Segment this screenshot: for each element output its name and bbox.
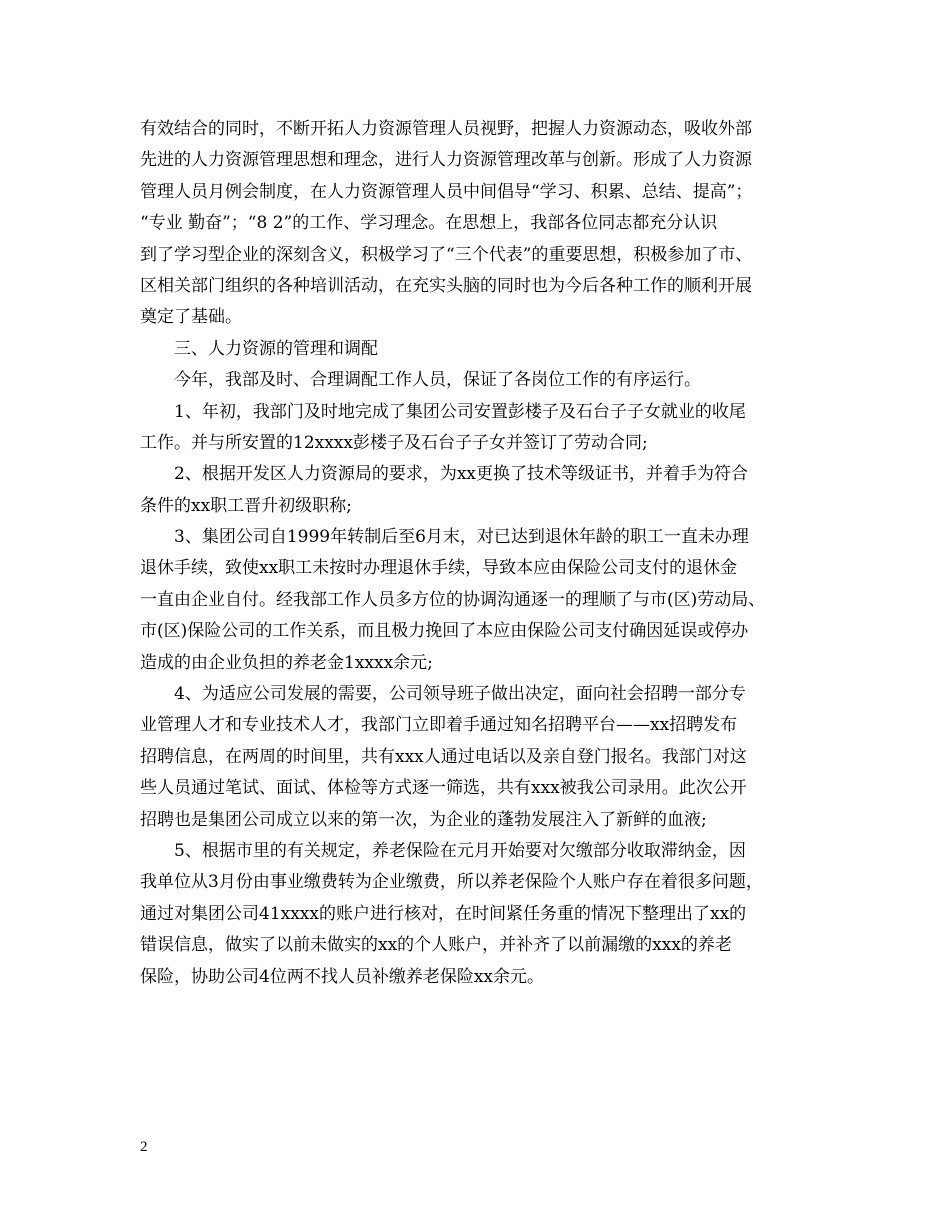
text-line: 招聘信息，在两周的时间里，共有xxx人通过电话以及亲自登门报名。我部门对这 bbox=[140, 746, 747, 767]
text-line: 错误信息，做实了以前未做实的xx的个人账户，并补齐了以前漏缴的xxx的养老 bbox=[140, 935, 732, 956]
text-line: 招聘也是集团公司成立以来的第一次，为企业的蓬勃发展注入了新鲜的血液; bbox=[140, 809, 707, 830]
text-line: 我单位从3月份由事业缴费转为企业缴费，所以养老保险个人账户存在着很多问题， bbox=[140, 872, 763, 893]
body-text bbox=[140, 114, 830, 993]
text-line: 条件的xx职工晋升初级职称; bbox=[140, 495, 352, 516]
section-heading: 三、人力资源的管理和调配 bbox=[140, 338, 378, 359]
text-line: 奠定了基础。 bbox=[140, 307, 242, 328]
text-line: 市(区)保险公司的工作关系，而且极力挽回了本应由保险公司支付确因延误或停办 bbox=[140, 621, 749, 642]
text-line: 区相关部门组织的各种培训活动，在充实头脑的同时也为今后各种工作的顺利开展 bbox=[140, 275, 752, 296]
text-line: 保险，协助公司4位两不找人员补缴养老保险xx余元。 bbox=[140, 966, 544, 987]
text-line: 1、年初，我部门及时地完成了集团公司安置彭楼子及石台子子女就业的收尾 bbox=[140, 401, 746, 422]
text-line: 今年，我部及时、合理调配工作人员，保证了各岗位工作的有序运行。 bbox=[140, 370, 701, 391]
text-line: 些人员通过笔试、面试、体检等方式逐一筛选，共有xxx被我公司录用。此次公开 bbox=[140, 778, 747, 799]
text-line: 造成的由企业负担的养老金1xxxx余元; bbox=[140, 652, 433, 673]
text-line: 先进的人力资源管理思想和理念，进行人力资源管理改革与创新。形成了人力资源 bbox=[140, 150, 752, 171]
page-number: 2 bbox=[140, 1139, 148, 1155]
text-line: 5、根据市里的有关规定，养老保险在元月开始要对欠缴部分收取滞纳金，因 bbox=[140, 840, 746, 861]
text-line: 管理人员月例会制度，在人力资源管理人员中间倡导“学习、积累、总结、提高”； bbox=[140, 181, 753, 202]
text-line: 3、集团公司自1999年转制后至6月末，对已达到退休年龄的职工一直未办理 bbox=[140, 527, 749, 548]
text-line: 2、根据开发区人力资源局的要求，为xx更换了技术等级证书，并着手为符合 bbox=[140, 464, 748, 485]
text-line: 到了学习型企业的深刻含义，积极学习了“三个代表”的重要思想，积极参加了市、 bbox=[140, 244, 753, 265]
text-line: 通过对集团公司41xxxx的账户进行核对，在时间紧任务重的情况下整理出了xx的 bbox=[140, 903, 747, 924]
text-line: 工作。并与所安置的12xxxx彭楼子及石台子子女并签订了劳动合同; bbox=[140, 432, 648, 453]
text-line: 有效结合的同时，不断开拓人力资源管理人员视野，把握人力资源动态，吸收外部 bbox=[140, 119, 752, 139]
text-line: 业管理人才和专业技术人才，我部门立即着手通过知名招聘平台——xx招聘发布 bbox=[140, 715, 738, 736]
text-line: 4、为适应公司发展的需要，公司领导班子做出决定，面向社会招聘一部分专 bbox=[140, 684, 746, 705]
text-line: “专业 勤奋”；“8 2”的工作、学习理念。在思想上，我部各位同志都充分认识 bbox=[140, 213, 718, 234]
text-line: 一直由企业自付。经我部工作人员多方位的协调沟通逐一的理顺了与市(区)劳动局、 bbox=[140, 589, 766, 610]
text-line: 退休手续，致使xx职工未按时办理退休手续，导致本应由保险公司支付的退休金 bbox=[140, 558, 738, 579]
